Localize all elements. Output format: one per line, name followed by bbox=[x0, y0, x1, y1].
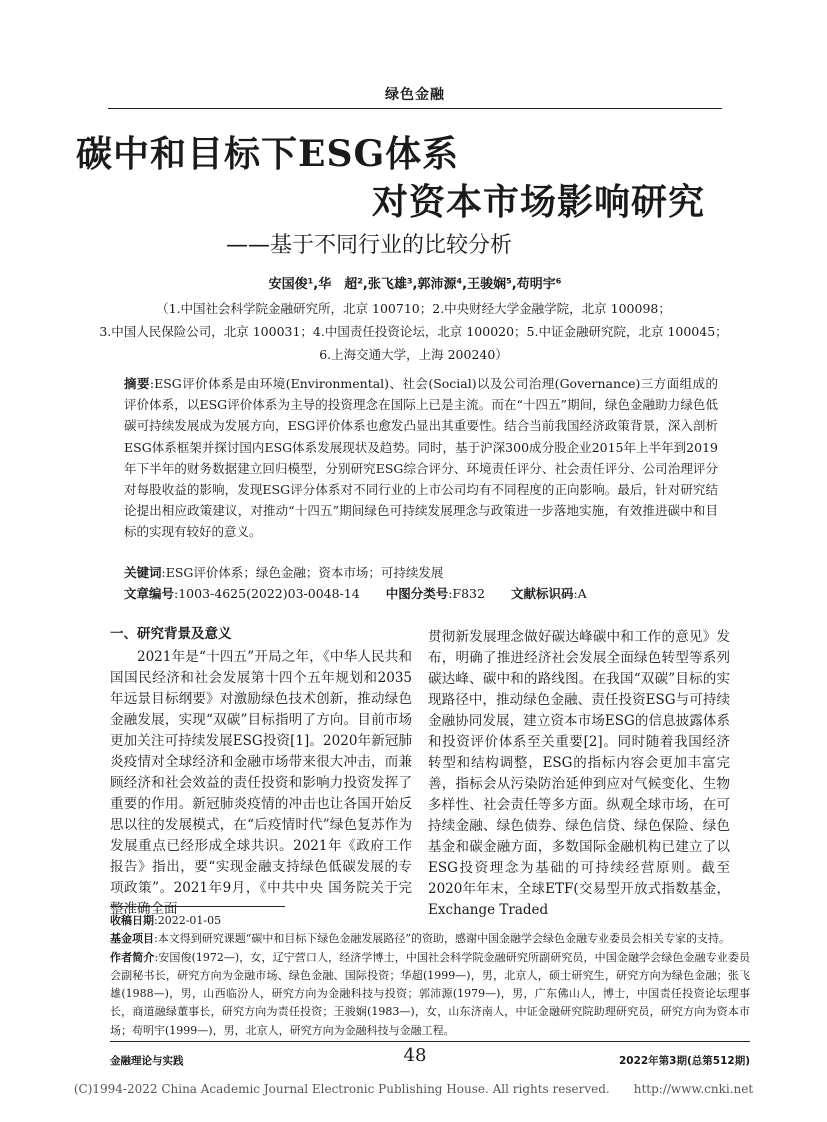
keywords bbox=[124, 563, 718, 581]
section-header: 绿色金融 bbox=[385, 87, 445, 103]
subtitle: ——基于不同行业的比较分析 bbox=[226, 233, 513, 258]
author-list: 安国俊¹,华 超²,张飞雄³,郭沛源⁴,王骏娴⁵,苟明宇⁶ bbox=[268, 277, 562, 292]
affiliation-line: 3.中国人民保险公司，北京 100031；4.中国责任投资论坛，北京 100020；5.中证金融研究院，北京 100045； bbox=[99, 324, 728, 339]
abstract-text: :ESG评价体系是由环境(Environmental)、社会(Social)以及公司治理(Governance)三方面组成的评价体系，以ESG评价体系为主导的投资理念在国际上已是主流。而在“十四五”期间，绿色金融助力绿色低碳可持续发展成为发展方向，ESG评价体系也愈发凸显出其重要性。结合当前我国经济政策背景，深入剖析ESG体系框架并探讨国内ESG体系发展现状及趋势。同时，基于沪深300成分股企业2015年上半年到2019年下半年的财务数据建立回归模型，分别研究ESG综合评分、环境责任评分、社会责任评分、公司治理评分对每股收益的影响，发现ESG评分体系对不同行业的上市公司均有不同程度的正向影响。最后，针对研究结论提出相应政策建议，对推动“十四五”期间绿色可持续发展理念与政策进一步落地实施，有效推进碳中和目标的实现有较好的意义。 bbox=[124, 376, 718, 540]
title-line-1: 碳中和目标下ESG体系 bbox=[76, 133, 460, 175]
clc-code: :F832 bbox=[448, 586, 485, 601]
body-column-right bbox=[428, 627, 730, 921]
footnotes bbox=[110, 912, 750, 1040]
section-heading: 一、研究背景及意义 bbox=[110, 626, 232, 642]
abstract-label: 摘要 bbox=[124, 376, 150, 391]
article-info bbox=[124, 584, 718, 602]
doc-code: :A bbox=[573, 586, 587, 601]
bio-label: 作者简介 bbox=[110, 950, 155, 964]
keywords-label: 关键词 bbox=[124, 565, 162, 580]
footnote-rule bbox=[110, 906, 285, 907]
affiliation-line: （1.中国社会科学院金融研究所，北京 100710；2.中央财经大学金融学院，北京 100098； bbox=[156, 301, 671, 316]
author-bio: 作者简介:安国俊(1972—)，女，辽宁营口人，经济学博士，中国社会科学院金融研究所副研究员，中国金融学会绿色金融专业委员会副秘书长，研究方向为金融市场、绿色金融、国际投资；华超(1999—)，男，北京人，硕士研究生，研究方向为绿色金融；张飞雄(1988—)，男，山西临汾人，研究方向为金融科技与投资；郭沛源(1979—)，男，广东佛山人，博士，中国责任投资论坛理事长，商道融绿董事长，研究方向为责任投资；王骏娴(1983—)，女，山东济南人，中证金融研究院助理研究员，研究方向为资本市场；苟明宇(1999—)，男，北京人，研究方向为金融科技与金融工程。 bbox=[110, 950, 751, 1037]
keywords-text: :ESG评价体系；绿色金融；资本市场；可持续发展 bbox=[161, 565, 444, 580]
article-no-label: 文章编号 bbox=[124, 586, 175, 601]
received-label: 收稿日期 bbox=[110, 914, 154, 927]
received-date: 收稿日期:2022-01-05 bbox=[110, 914, 222, 927]
article-no: :1003-4625(2022)03-0048-14 bbox=[174, 586, 360, 601]
doc-code-label: 文献标识码 bbox=[510, 586, 574, 601]
issue-info: 2022年第3期(总第512期) bbox=[618, 1055, 750, 1067]
body-paragraph: 2021年是“十四五”开局之年，《中华人民共和国国民经济和社会发展第十四个五年规划和2035年远景目标纲要》对激励绿色技术创新，推动绿色金融发展，实现“双碳”目标指明了方向。目前市场更加关注可持续发展ESG投资[1]。2020年新冠肺炎疫情对全球经济和金融市场带来很大冲击，而兼顾经济和社会效益的责任投资和影响力投资发挥了重要的作用。新冠肺炎疫情的冲击也让各国开始反思以往的发展模式，在“后疫情时代”绿色复苏作为发展重点已经形成全球共识。2021年《政府工作报告》指出，要“实现金融支持绿色低碳发展的专项政策”。2021年9月，《中共中央 国务院关于完整准确全面 bbox=[110, 649, 412, 917]
affiliation-line: 6.上海交通大学，上海 200240） bbox=[319, 347, 508, 362]
fund-note: 基金项目:本文得到研究课题“碳中和目标下绿色金融发展路径”的资助，感谢中国金融学会绿色金融专业委员会相关专家的支持。 bbox=[110, 932, 730, 946]
title-line-2: 对资本市场影响研究 bbox=[372, 181, 706, 223]
abstract bbox=[124, 373, 718, 543]
footer-rule bbox=[110, 1041, 750, 1042]
copyright-notice: (C)1994-2022 China Academic Journal Electronic Publishing House. All rights reserved. http://www.cnki.net bbox=[73, 1082, 754, 1096]
journal-name: 金融理论与实践 bbox=[110, 1055, 184, 1067]
header-rule bbox=[108, 108, 722, 109]
body-paragraph: 贯彻新发展理念做好碳达峰碳中和工作的意见》发布，明确了推进经济社会发展全面绿色转型等系列碳达峰、碳中和的路线图。在我国“双碳”目标的实现路径中，推动绿色金融、责任投资ESG与可持续金融协同发展，建立资本市场ESG的信息披露体系和投资评价体系至关重要[2]。同时随着我国经济转型和结构调整，ESG的指标内容会更加丰富完善，指标会从污染防治延伸到应对气候变化、生物多样性、社会责任等多方面。纵观全球市场，在可持续金融、绿色债券、绿色信贷、绿色保险、绿色基金和碳金融方面，多数国际金融机构已建立了以ESG投资理念为基础的可持续经营原则。截至2020年年末，全球ETF(交易型开放式指数基金，Exchange Traded bbox=[428, 629, 730, 918]
fund-label: 基金项目 bbox=[110, 932, 154, 946]
clc-label: 中图分类号 bbox=[385, 586, 449, 601]
body-column-left bbox=[110, 624, 412, 920]
page-number: 48 bbox=[403, 1045, 427, 1066]
